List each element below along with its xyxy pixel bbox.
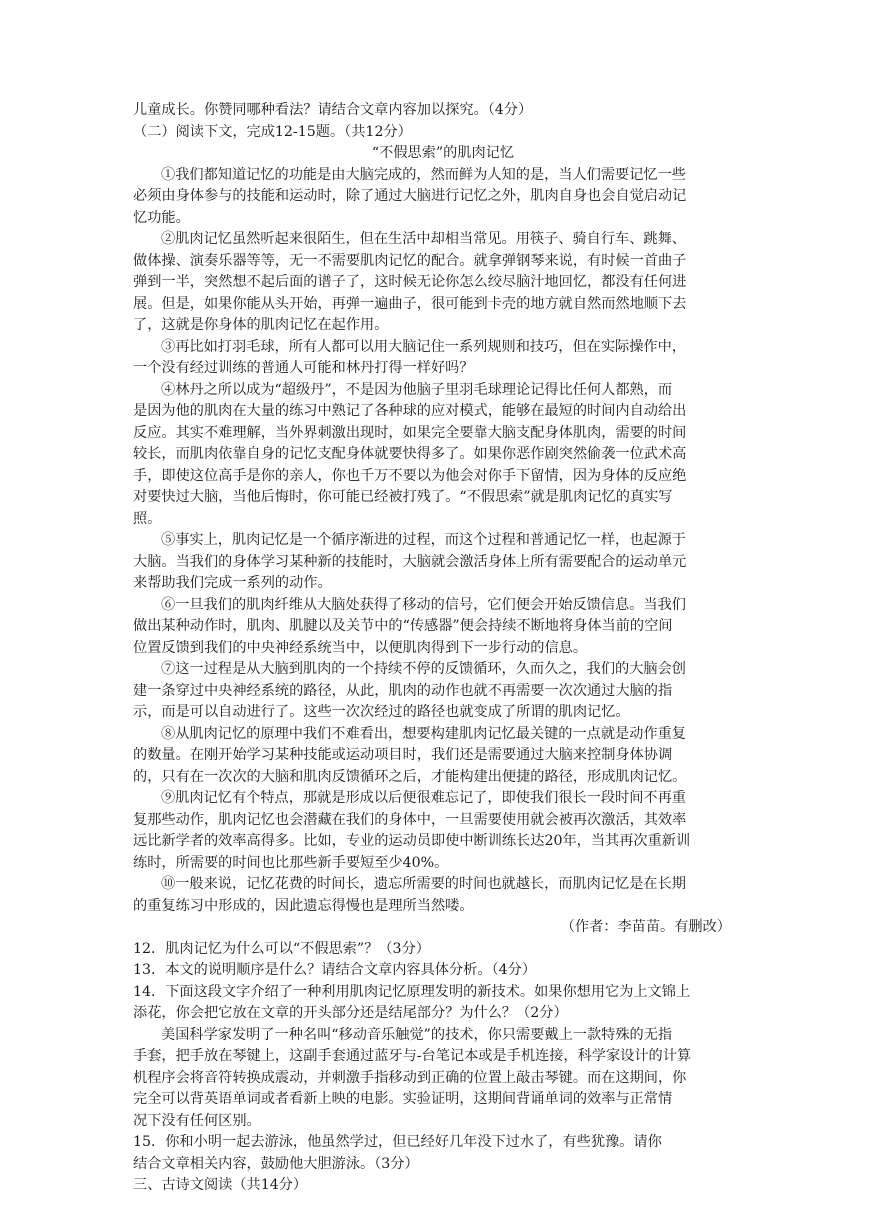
paragraph-line: 手，即使这位高手是你的亲人，你也千万不要以为他会对你手下留情，因为身体的反应绝	[133, 467, 687, 484]
paragraph-line: ⑤事实上，肌肉记忆是一个循序渐进的过程，而这个过程和普通记忆一样，也起源于	[161, 532, 686, 548]
question-14-line: 添花，你会把它放在文章的开头部分还是结尾部分？为什么？（2分）	[133, 1005, 568, 1021]
paragraph-line: ⑦这一过程是从大脑到肌肉的一个持续不停的反馈循环，久而久之，我们的大脑会创	[161, 661, 686, 677]
article-paragraph	[133, 165, 733, 230]
paragraph-line: ⑧从肌肉记忆的原理中我们不难看出，想要构建肌肉记忆最关键的一点就是动作重复	[161, 725, 686, 742]
paragraph-line: 一个没有经过训练的普通人可能和林丹打得一样好吗？	[133, 360, 474, 376]
paragraph-line: ③再比如打羽毛球，所有人都可以用大脑记住一系列规则和技巧，但在实际操作中，	[161, 338, 686, 355]
paragraph-line: 的，只有在一次次的大脑和肌肉反馈循环之后，才能构建出便捷的路径，形成肌肉记忆。	[133, 768, 687, 785]
article-paragraph	[133, 337, 733, 380]
document-page	[133, 100, 733, 1197]
article-title: “不假思索”的肌肉记忆	[371, 145, 515, 161]
paragraph-line: ②肌肉记忆虽然听起来很陌生，但在生活中却相当常见。用筷子、骑自行车、跳舞、	[161, 231, 686, 247]
question-14-passage-line: 手套，把手放在琴键上，这副手套通过蓝牙与-台笔记本或是手机连接，科学家设计的计算	[133, 1048, 692, 1064]
article-paragraph	[133, 788, 733, 874]
paragraph-line: 做体操、演奏乐器等等，无一不需要肌肉记忆的配合。就拿弹钢琴来说，有时候一首曲子	[133, 252, 687, 269]
paragraph-line: 复那些动作，肌肉记忆也会潜藏在我们的身体中，一旦需要使用就会被再次激活，其效率	[133, 811, 687, 828]
question-14-passage-line: 美国科学家发明了一种名叫“移动音乐触觉”的技术，你只需要戴上一款特殊的无指	[161, 1026, 673, 1043]
intro-line: 儿童成长。你赞同哪种看法？请结合文章内容加以探究。（4分）	[133, 102, 533, 118]
paragraph-line: 的数量。在刚开始学习某种技能或运动项目时，我们还是需要通过大脑来控制身体协调	[133, 747, 673, 763]
article-paragraph	[133, 380, 733, 531]
question-15-line: 15．你和小明一起去游泳，他虽然学过，但已经好几年没下过水了，有些犹豫。请你	[133, 1134, 662, 1150]
paragraph-line: 照。	[133, 510, 162, 527]
question-12: 12．肌肉记忆为什么可以“不假思索”？（3分）	[133, 940, 430, 957]
article-paragraph	[133, 874, 733, 917]
paragraph-line: 的重复练习中形成的，因此遗忘得慢也是理所当然喽。	[133, 897, 474, 914]
article-paragraph	[133, 595, 733, 660]
question-13: 13．本文的说明顺序是什么？请结合文章内容具体分析。（4分）	[133, 962, 537, 978]
article-paragraph	[133, 229, 733, 337]
paragraph-line: 做出某种动作时，肌肉、肌腱以及关节中的“传感器”便会持续不断地将身体当前的空间	[133, 618, 673, 634]
article-paragraph	[133, 659, 733, 724]
paragraph-line: 远比新学者的效率高得多。比如，专业的运动员即使中断训练长达20年，当其再次重新训	[133, 833, 691, 849]
paragraph-line: 是因为他的肌肉在大量的练习中熟记了各种球的应对模式，能够在最短的时间内自动给出	[133, 403, 687, 419]
paragraph-line: 展。但是，如果你能从头开始，再弹一遍曲子，很可能到卡壳的地方就自然而然地顺下去	[133, 295, 687, 312]
question-15-line: 结合文章相关内容，鼓励他大胆游泳。（3分）	[133, 1155, 419, 1172]
section3-header: 三、古诗文阅读（共14分）	[133, 1177, 308, 1193]
paragraph-line: 示，而是可以自动进行了。这些一次次经过的路径也就变成了所谓的肌肉记忆。	[133, 704, 630, 720]
article-paragraph	[133, 530, 733, 595]
paragraph-line: 较长，而肌肉依靠自身的记忆支配身体就要快得多了。如果你恶作剧突然偷袭一位武术高	[133, 446, 687, 462]
question-14-passage-line: 况下没有任何区别。	[133, 1112, 261, 1129]
paragraph-line: 必须由身体参与的技能和运动时，除了通过大脑进行记忆之外，肌肉自身也会自觉启动记	[133, 188, 687, 204]
paragraph-line: 忆功能。	[133, 209, 190, 226]
paragraph-line: 位置反馈到我们的中央神经系统当中，以便肌肉得到下一步行动的信息。	[133, 639, 588, 656]
paragraph-line: 了，这就是你身体的肌肉记忆在起作用。	[133, 317, 389, 333]
paragraph-line: 来帮助我们完成一系列的动作。	[133, 575, 332, 591]
paragraph-line: 弹到一半，突然想不起后面的谱子了，这时候无论你怎么绞尽脑汁地回忆，都没有任何进	[133, 274, 687, 290]
paragraph-line: ①我们都知道记忆的功能是由大脑完成的，然而鲜为人知的是，当人们需要记忆一些	[161, 166, 686, 183]
paragraph-line: ⑨肌肉记忆有个特点，那就是形成以后便很难忘记了，即使我们很长一段时间不再重	[161, 790, 686, 806]
question-14-line: 14．下面这段文字介绍了一种利用肌肉记忆原理发明的新技术。如果你想用它为上文锦上	[133, 983, 691, 1000]
paragraph-line: ⑩一般来说，记忆花费的时间长，遗忘所需要的时间也就越长，而肌肉记忆是在长期	[161, 876, 686, 892]
paragraph-line: 对要快过大脑，当他后悔时，你可能已经被打残了。“不假思索”就是肌肉记忆的真实写	[133, 489, 673, 505]
paragraph-line: 反应。其实不难理解，当外界刺激出现时，如果完全要靠大脑支配身体肌肉，需要的时间	[133, 424, 687, 441]
article-paragraph	[133, 724, 733, 789]
paragraph-line: ④林丹之所以成为“超级丹”，不是因为他脑子里羽毛球理论记得比任何人都熟，而	[161, 381, 673, 398]
question-14-passage-line: 完全可以背英语单词或者看新上映的电影。实验证明，这期间背诵单词的效率与正常情	[133, 1091, 673, 1107]
paragraph-line: ⑥一旦我们的肌肉纤维从大脑处获得了移动的信号，它们便会开始反馈信息。当我们	[161, 596, 686, 613]
article-body	[133, 165, 733, 918]
paragraph-line: 练时，所需要的时间也比那些新手要短至少40%。	[133, 854, 449, 871]
question-14-passage-line: 机程序会将音符转换成震动，并刺激手指移动到正确的位置上敲击琴键。而在这期间，你	[133, 1069, 687, 1086]
section2-header: （二）阅读下文，完成12-15题。（共12分）	[133, 123, 412, 140]
author-signature: （作者：李苗苗。有删改）	[560, 919, 731, 935]
paragraph-line: 建一条穿过中央神经系统的路径，从此，肌肉的动作也就不再需要一次次通过大脑的指	[133, 682, 673, 699]
paragraph-line: 大脑。当我们的身体学习某种新的技能时，大脑就会激活身体上所有需要配合的运动单元	[133, 553, 687, 570]
